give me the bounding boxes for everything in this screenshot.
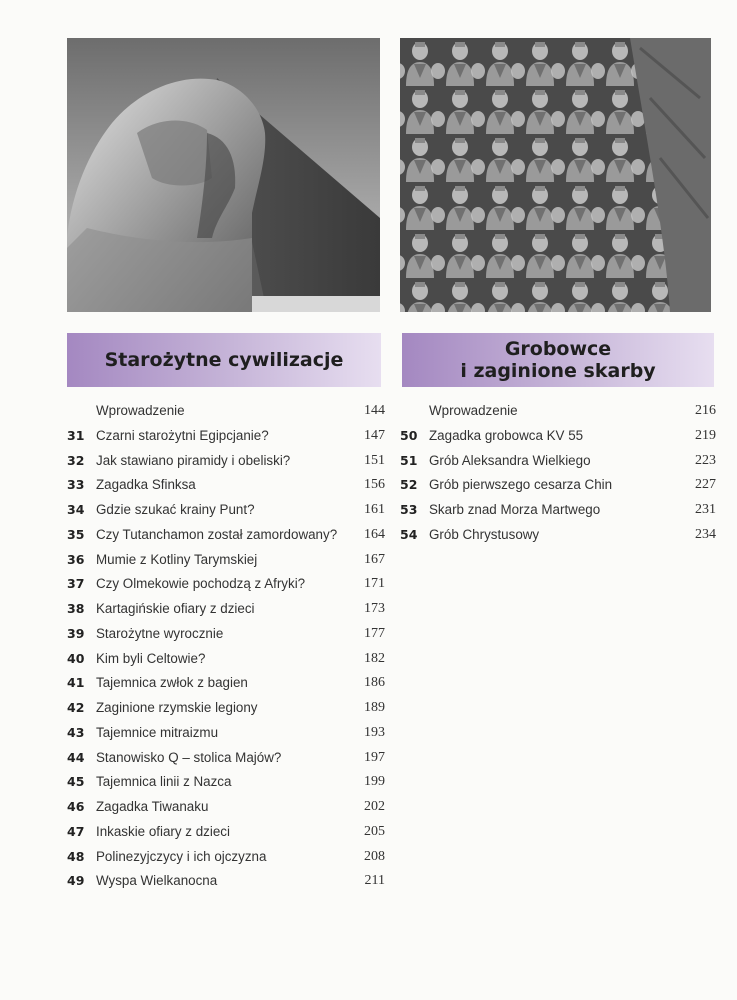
chapter-number: 43 <box>67 724 85 740</box>
chapter-title: Starożytne wyrocznie <box>96 625 224 641</box>
chapter-title: Czarni starożytni Egipcjanie? <box>96 427 269 443</box>
page-number: 147 <box>364 427 385 443</box>
chapter-title: Gdzie szukać krainy Punt? <box>96 502 255 517</box>
chapter-number: 53 <box>400 502 418 517</box>
chapter-title: Zagadka grobowca KV 55 <box>429 427 584 443</box>
page-number: 177 <box>364 625 385 641</box>
toc-entry[interactable] <box>67 548 385 573</box>
page-number: 151 <box>364 452 385 468</box>
chapter-title: Czy Olmekowie pochodzą z Afryki? <box>96 576 306 592</box>
chapter-number: 48 <box>67 848 85 864</box>
toc-entry[interactable] <box>67 523 385 548</box>
chapter-title: Polinezyjczycy i ich ojczyzna <box>96 848 267 864</box>
chapter-number: 54 <box>400 526 418 542</box>
toc-entry[interactable] <box>67 597 385 622</box>
toc-entry[interactable] <box>400 498 716 523</box>
page-number: 199 <box>364 774 385 790</box>
toc-entry[interactable] <box>67 845 385 870</box>
page-number: 202 <box>364 799 385 814</box>
chapter-title: Kim byli Celtowie? <box>96 650 206 666</box>
chapter-number: 33 <box>67 477 85 493</box>
toc-list-ancient-civilizations <box>67 399 385 894</box>
chapter-number: 49 <box>67 873 85 889</box>
chapter-number: 39 <box>67 625 85 641</box>
chapter-number: 38 <box>67 601 85 616</box>
page-number: 219 <box>695 427 716 443</box>
chapter-title: Wprowadzenie <box>96 403 185 418</box>
chapter-number: 44 <box>67 749 85 765</box>
page-number: 173 <box>364 601 385 616</box>
toc-entry[interactable] <box>67 572 385 597</box>
toc-entry[interactable] <box>67 424 385 449</box>
toc-entry[interactable] <box>67 449 385 474</box>
toc-entry[interactable] <box>67 399 385 424</box>
toc-list-tombs-treasures <box>400 399 716 548</box>
chapter-number: 41 <box>67 675 85 691</box>
toc-entry[interactable] <box>67 622 385 647</box>
toc-entry[interactable] <box>67 869 385 894</box>
chapter-title: Stanowisko Q – stolica Majów? <box>96 749 282 765</box>
chapter-title: Zagadka Sfinksa <box>96 477 196 493</box>
chapter-title: Grób Aleksandra Wielkiego <box>429 452 591 468</box>
section-title: Grobowce i zaginione skarby <box>460 338 656 382</box>
toc-entry[interactable] <box>400 523 716 548</box>
page-number: 223 <box>695 452 716 468</box>
page-number: 186 <box>364 675 385 691</box>
chapter-number: 32 <box>67 452 85 468</box>
chapter-number: 51 <box>400 452 418 468</box>
chapter-number: 35 <box>67 526 85 542</box>
toc-entry[interactable] <box>67 647 385 672</box>
chapter-title: Zagadka Tiwanaku <box>96 799 209 814</box>
toc-entry[interactable] <box>67 770 385 795</box>
toc-entry[interactable] <box>67 498 385 523</box>
page-number: 216 <box>695 403 716 418</box>
terracotta-army-photo <box>400 38 711 312</box>
chapter-number: 47 <box>67 823 85 839</box>
page-number: 197 <box>364 749 385 765</box>
chapter-number: 31 <box>67 427 85 443</box>
chapter-title: Inkaskie ofiary z dzieci <box>96 823 230 839</box>
page-number: 234 <box>695 526 716 542</box>
page-number: 208 <box>364 848 385 864</box>
chapter-title: Zaginione rzymskie legiony <box>96 700 258 715</box>
chapter-title: Tajemnice mitraizmu <box>96 724 219 740</box>
chapter-title: Czy Tutanchamon został zamordowany? <box>96 526 338 542</box>
toc-entry[interactable] <box>400 449 716 474</box>
toc-entry[interactable] <box>67 795 385 820</box>
section-banner-ancient-civilizations <box>67 333 381 387</box>
chapter-title: Kartagińskie ofiary z dzieci <box>96 601 255 616</box>
chapter-title: Wyspa Wielkanocna <box>96 873 218 889</box>
chapter-number: 37 <box>67 576 85 592</box>
chapter-title: Skarb znad Morza Martwego <box>429 502 601 517</box>
chapter-title: Wprowadzenie <box>429 403 518 418</box>
page-number: 161 <box>364 502 385 517</box>
page-number: 193 <box>364 724 385 740</box>
toc-entry[interactable] <box>67 473 385 498</box>
page-number: 227 <box>695 477 716 493</box>
page-number: 182 <box>364 650 385 666</box>
chapter-title: Jak stawiano piramidy i obeliski? <box>96 452 291 468</box>
chapter-title: Grób pierwszego cesarza Chin <box>429 477 613 493</box>
chapter-title: Mumie z Kotliny Tarymskiej <box>96 551 258 567</box>
section-title: Starożytne cywilizacje <box>104 349 344 371</box>
page-number: 167 <box>364 551 385 567</box>
chapter-number: 50 <box>400 427 418 443</box>
page-number: 189 <box>364 700 385 715</box>
toc-entry[interactable] <box>67 696 385 721</box>
toc-entry[interactable] <box>67 746 385 771</box>
page-number: 156 <box>364 477 385 493</box>
toc-entry[interactable] <box>67 721 385 746</box>
chapter-number: 40 <box>67 650 85 666</box>
toc-entry[interactable] <box>400 399 716 424</box>
chapter-number: 45 <box>67 774 85 790</box>
chapter-title: Tajemnica zwłok z bagien <box>96 675 248 691</box>
section-banner-tombs-treasures <box>402 333 714 387</box>
chapter-number: 52 <box>400 477 418 493</box>
page-number: 205 <box>364 823 385 839</box>
page-number: 144 <box>364 403 385 418</box>
page-number: 211 <box>364 873 385 889</box>
chapter-title: Tajemnica linii z Nazca <box>96 774 232 790</box>
page-number: 171 <box>364 576 385 592</box>
page-number: 164 <box>364 526 385 542</box>
page-number: 231 <box>695 502 716 517</box>
toc-entry[interactable] <box>400 473 716 498</box>
chapter-number: 46 <box>67 799 85 814</box>
toc-entry[interactable] <box>67 671 385 696</box>
toc-entry[interactable] <box>67 820 385 845</box>
chapter-number: 34 <box>67 502 85 517</box>
toc-entry[interactable] <box>400 424 716 449</box>
chapter-number: 42 <box>67 700 85 715</box>
chapter-title: Grób Chrystusowy <box>429 526 540 542</box>
chapter-number: 36 <box>67 551 85 567</box>
sphinx-pyramid-photo <box>67 38 380 312</box>
